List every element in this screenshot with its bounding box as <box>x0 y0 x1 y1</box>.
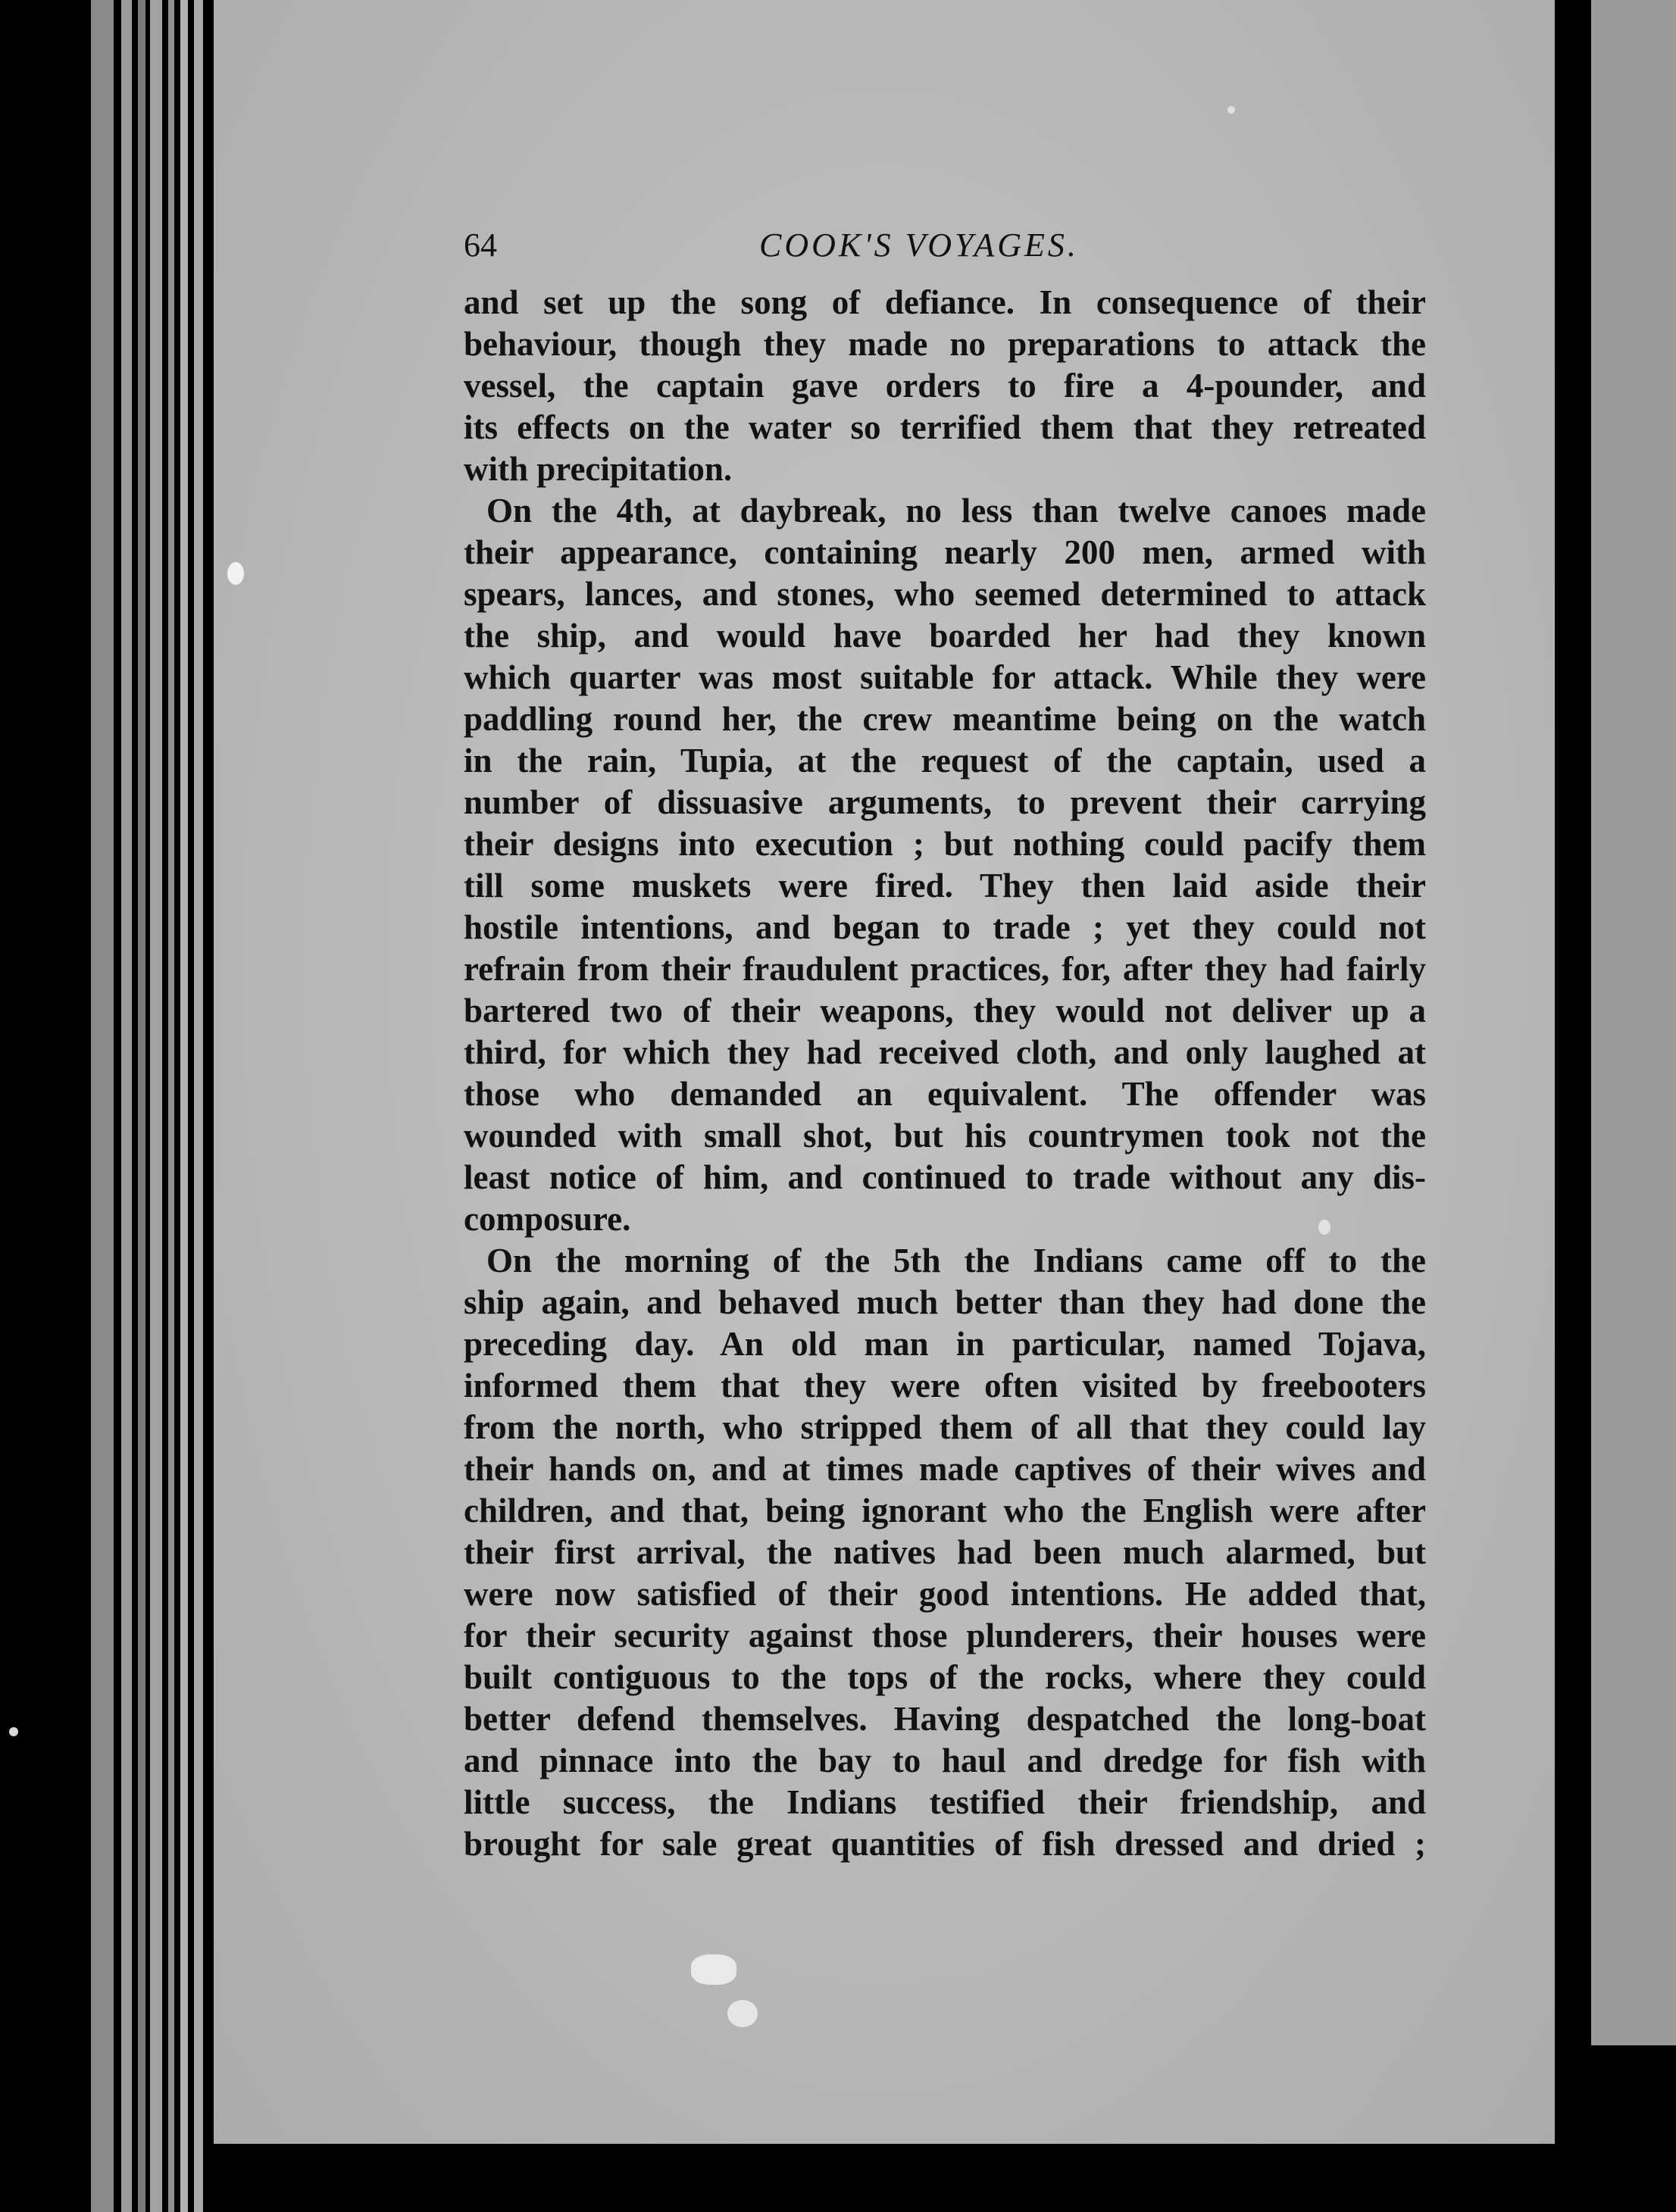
text-line: brought for sale great quantities of fish dressed and dried ; <box>464 1825 1426 1863</box>
facing-page-edge <box>1591 0 1676 2045</box>
binding-edge <box>180 0 188 2212</box>
text-line: spears, lances, and stones, who seemed determined to attack <box>464 575 1426 613</box>
text-line: number of dissuasive arguments, to prevent their carrying <box>464 783 1426 821</box>
text-line: On the morning of the 5th the Indians came off to the <box>486 1242 1426 1279</box>
text-line: from the north, who stripped them of all that they could lay <box>464 1408 1426 1446</box>
binding-edge <box>168 0 174 2212</box>
text-line: and pinnace into the bay to haul and dredge for fish with <box>464 1742 1426 1779</box>
text-line: their appearance, containing nearly 200 men, armed with <box>464 533 1426 571</box>
text-line: were now satisfied of their good intentions. He added that, <box>464 1575 1426 1613</box>
binding-edge <box>194 0 203 2212</box>
text-line: refrain from their fraudulent practices, for, after they had fairly <box>464 950 1426 988</box>
text-line: till some muskets were fired. They then laid aside their <box>464 867 1426 904</box>
text-line: which quarter was most suitable for attack. While they were <box>464 658 1426 696</box>
scan-speck <box>1227 106 1235 114</box>
text-line: the ship, and would have boarded her had they known <box>464 617 1426 655</box>
text-line: third, for which they had received cloth, and only laughed at <box>464 1033 1426 1071</box>
binding-edge <box>150 0 162 2212</box>
text-line: its effects on the water so terrified them that they retreated <box>464 408 1426 446</box>
text-line: and set up the song of defiance. In consequence of their <box>464 283 1426 321</box>
text-line: built contiguous to the tops of the rocks, where they could <box>464 1658 1426 1696</box>
text-line: composure. <box>464 1200 631 1238</box>
text-line: for their security against those plunderers, their houses were <box>464 1617 1426 1654</box>
scan-speck <box>727 2000 758 2027</box>
text-line: better defend themselves. Having despatched the long-boat <box>464 1700 1426 1738</box>
text-line: their designs into execution ; but nothing could pacify them <box>464 825 1426 863</box>
text-line: informed them that they were often visited by freebooters <box>464 1367 1426 1404</box>
text-line: hostile intentions, and began to trade ; yet they could not <box>464 908 1426 946</box>
page-gutter <box>1555 0 1591 2212</box>
page-number: 64 <box>464 227 497 264</box>
running-title: COOK'S VOYAGES. <box>759 227 1079 264</box>
text-line: preceding day. An old man in particular, named Tojava, <box>464 1325 1426 1363</box>
scan-speck <box>9 1727 18 1736</box>
text-line: vessel, the captain gave orders to fire a 4-pounder, and <box>464 367 1426 405</box>
scan-speck <box>1318 1220 1330 1235</box>
text-line: wounded with small shot, but his countrymen took not the <box>464 1117 1426 1154</box>
paragraph-3 <box>464 1240 1426 1865</box>
text-line: those who demanded an equivalent. The offender was <box>464 1075 1426 1113</box>
text-line: little success, the Indians testified their friendship, and <box>464 1783 1426 1821</box>
text-line: bartered two of their weapons, they would not deliver up a <box>464 992 1426 1029</box>
text-line: their hands on, and at times made captives of their wives and <box>464 1450 1426 1488</box>
scan-speck <box>227 562 244 585</box>
text-line: ship again, and behaved much better than they had done the <box>464 1283 1426 1321</box>
text-line: children, and that, being ignorant who the English were after <box>464 1492 1426 1529</box>
text-line: behaviour, though they made no preparations to attack the <box>464 325 1426 363</box>
text-line: with precipitation. <box>464 450 733 488</box>
binding-edge <box>138 0 145 2212</box>
text-line: in the rain, Tupia, at the request of the captain, used a <box>464 742 1426 780</box>
text-line: least notice of him, and continued to trade without any dis- <box>464 1158 1426 1196</box>
paragraph-1 <box>464 282 1426 490</box>
running-head <box>464 221 1426 282</box>
paragraph-2 <box>464 490 1426 1240</box>
text-line: their first arrival, the natives had been much alarmed, but <box>464 1533 1426 1571</box>
body-text <box>464 282 1426 1865</box>
text-line: On the 4th, at daybreak, no less than twelve canoes made <box>486 492 1426 530</box>
binding-edge <box>91 0 114 2212</box>
text-line: paddling round her, the crew meantime being on the watch <box>464 700 1426 738</box>
scan-speck <box>691 1954 736 1985</box>
binding-edge <box>121 0 132 2212</box>
